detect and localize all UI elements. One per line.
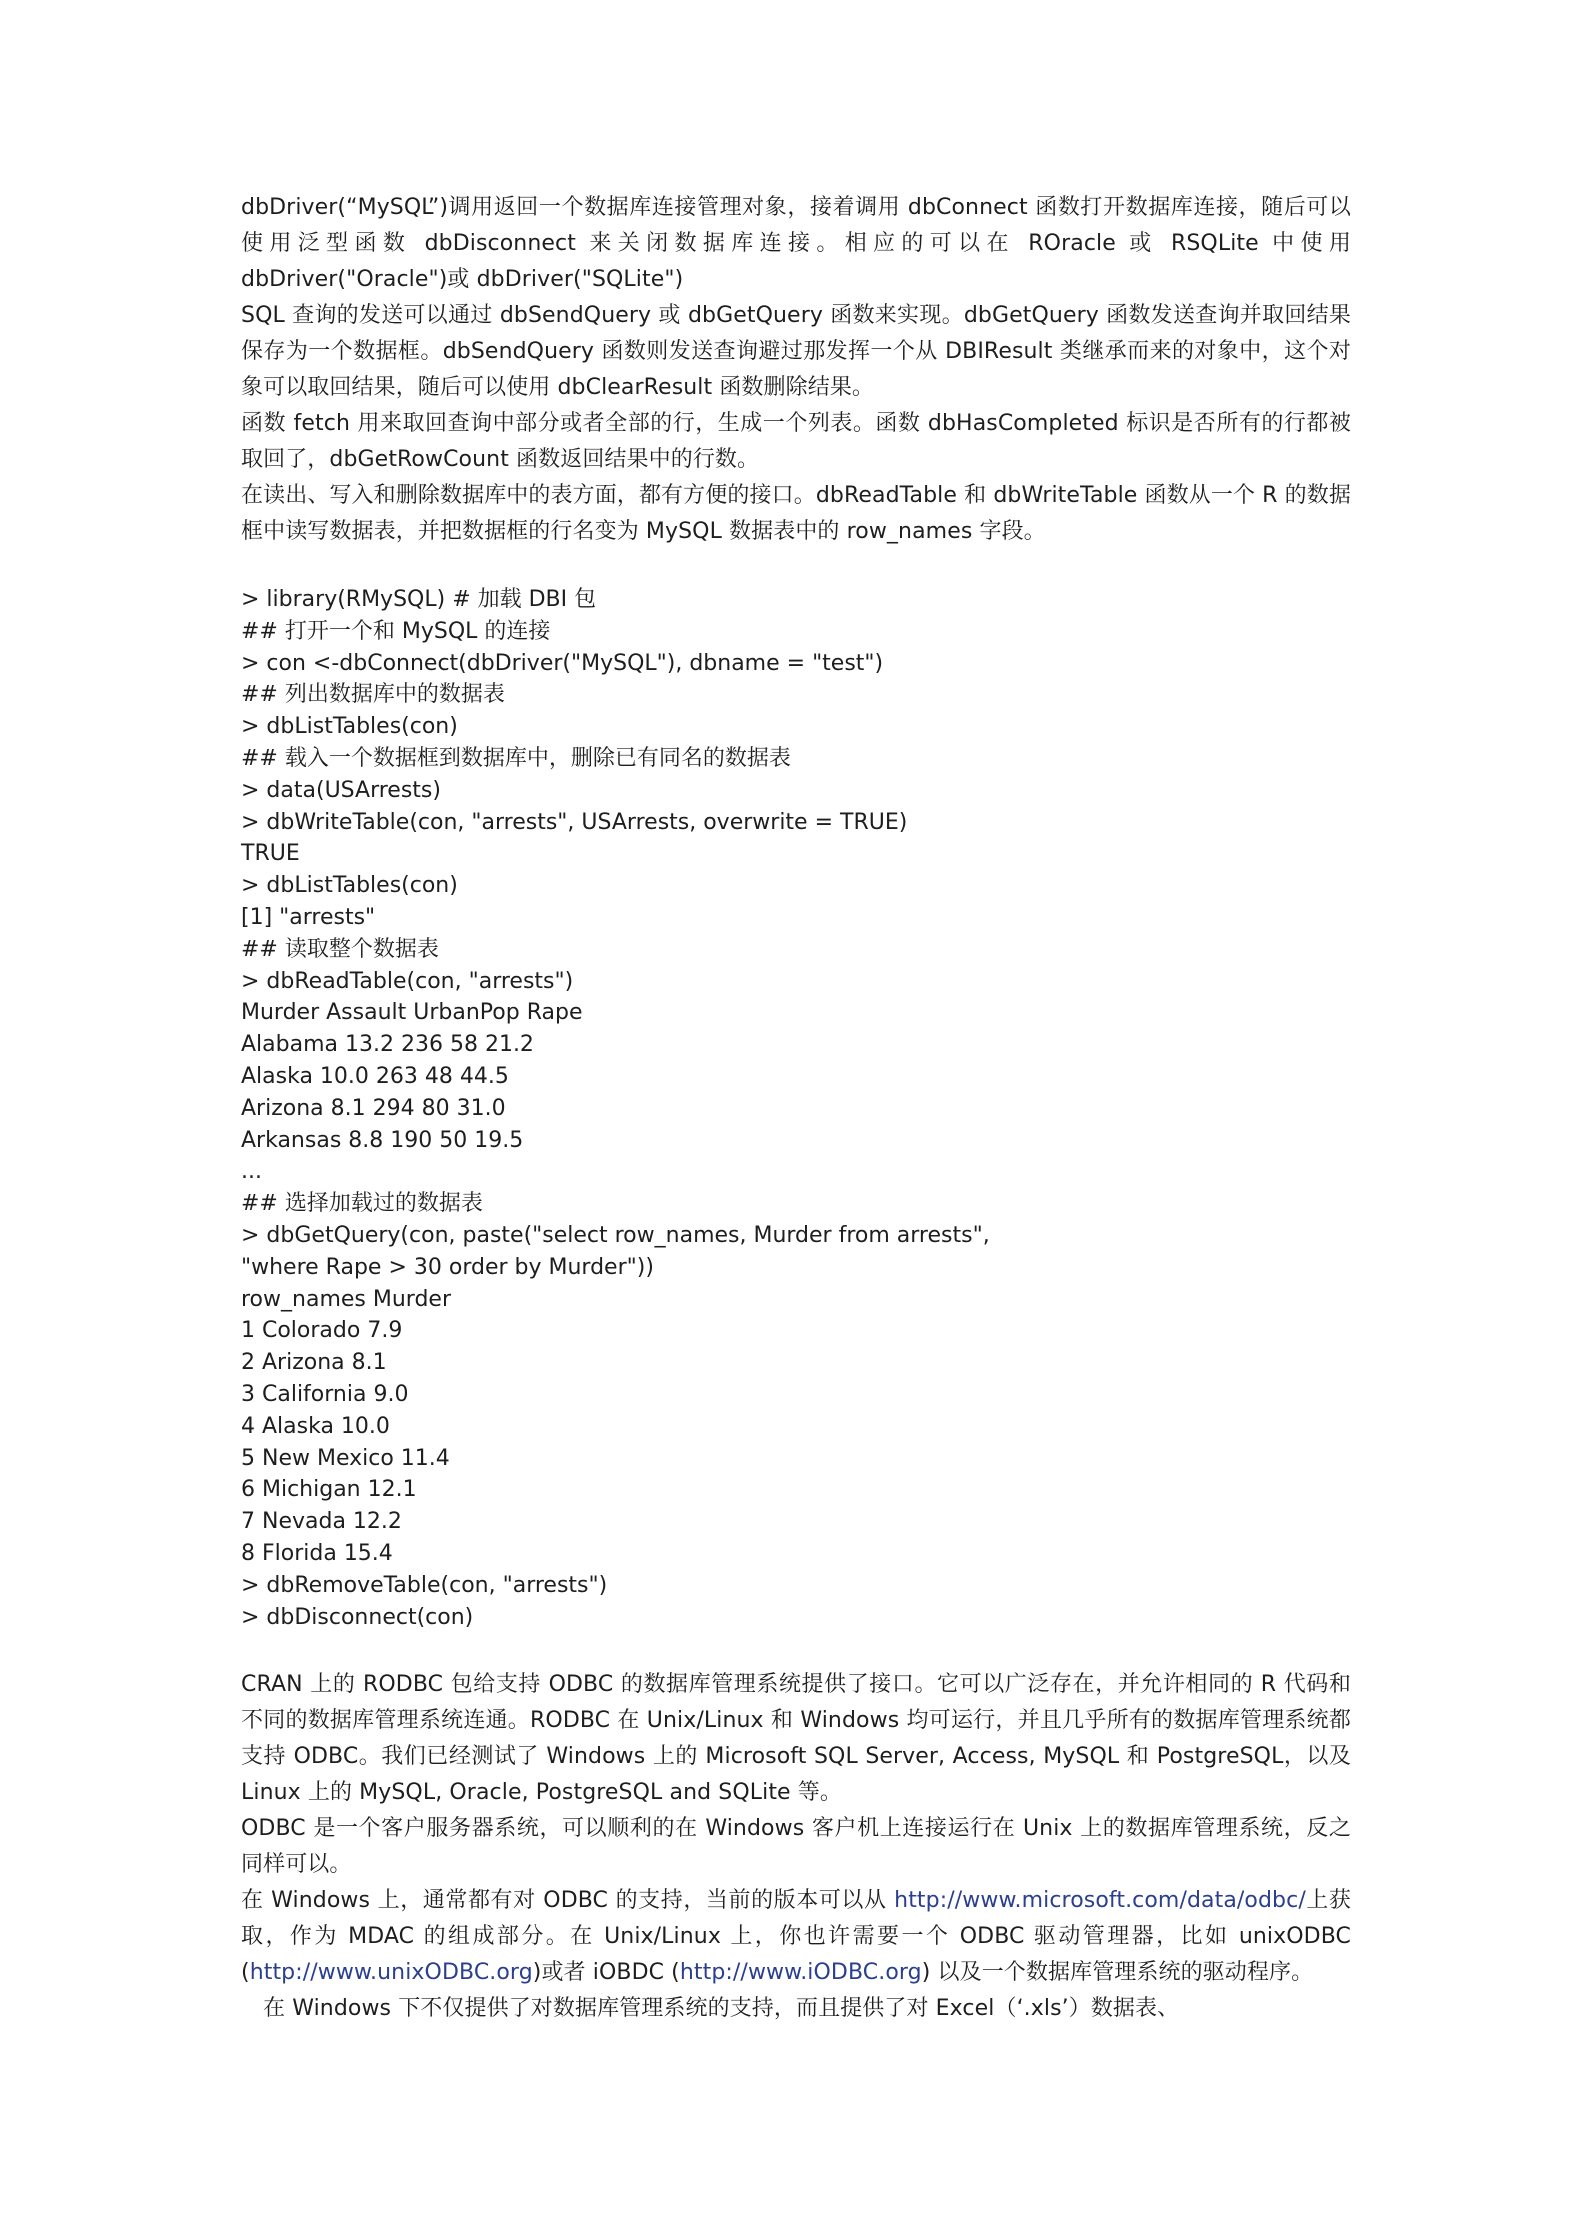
odbc-text-segment: 在 Windows 上，通常都有对 ODBC 的支持，当前的版本可以从 [241, 1888, 895, 1914]
code-line: ## 列出数据库中的数据表 [241, 682, 505, 708]
code-line: 8 Florida 15.4 [241, 1540, 393, 1566]
code-line: ## 打开一个和 MySQL 的连接 [241, 618, 551, 644]
odbc-paragraph-1: CRAN 上的 RODBC 包给支持 ODBC 的数据库管理系统提供了接口。它可以广泛存在，并允许相同的 R 代码和不同的数据库管理系统连通。RODBC 在 Unix/Linux 和 Windows 均可运行，并且几乎所有的数据库管理系统都支持 ODBC。我们已经测试了 Windows 上的 Microsoft SQL Server, Access, MySQL 和 PostgreSQL，以及 Linux 上的 MySQL, Oracle, PostgreSQL and SQLite 等。 [241, 1672, 1351, 1806]
code-line: 7 Nevada 12.2 [241, 1509, 402, 1535]
page-content [241, 190, 1351, 2027]
code-line: [1] "arrests" [241, 904, 376, 930]
code-line: > dbDisconnect(con) [241, 1604, 474, 1630]
intro-paragraph-1: dbDriver(“MySQL”)调用返回一个数据库连接管理对象，接着调用 dbConnect 函数打开数据库连接，随后可以使用泛型函数 dbDisconnect 来关闭数据库连接。相应的可以在 ROracle 或 RSQLite 中使用 dbDriver("Oracle")或 dbDriver("SQLite") [241, 195, 1351, 292]
code-line: > dbWriteTable(con, "arrests", USArrests, overwrite = TRUE) [241, 809, 908, 835]
code-line: Arizona 8.1 294 80 31.0 [241, 1095, 506, 1121]
code-line: ## 选择加载过的数据表 [241, 1191, 483, 1217]
intro-paragraph-2: SQL 查询的发送可以通过 dbSendQuery 或 dbGetQuery 函数来实现。dbGetQuery 函数发送查询并取回结果保存为一个数据框。dbSendQuery 函数则发送查询避过那发挥一个从 DBIResult 类继承而来的对象中，这个对象可以取回结果，随后可以使用 dbClearResult 函数删除结果。 [241, 303, 1351, 400]
odbc-text-segment: 上获取，作为 MDAC 的组成部分。在 Unix/Linux 上，你也许需要一个 ODBC 驱动管理器，比如 unixODBC ( [241, 1888, 1351, 1986]
code-line: Arkansas 8.8 190 50 19.5 [241, 1127, 524, 1153]
code-line: > dbListTables(con) [241, 714, 458, 740]
code-line: 3 California 9.0 [241, 1381, 409, 1407]
code-line: ## 载入一个数据框到数据库中，删除已有同名的数据表 [241, 745, 791, 771]
code-line: Alabama 13.2 236 58 21.2 [241, 1032, 534, 1058]
odbc-paragraph-4: 在 Windows 下不仅提供了对数据库管理系统的支持，而且提供了对 Excel（‘.xls’）数据表、 [263, 1996, 1180, 2022]
odbc-paragraph-3 [241, 1883, 1351, 1991]
code-line: 4 Alaska 10.0 [241, 1413, 390, 1439]
odbc-text-segment: ) 以及一个数据库管理系统的驱动程序。 [921, 1960, 1314, 1986]
code-line: row_names Murder [241, 1286, 451, 1312]
code-line: Alaska 10.0 263 48 44.5 [241, 1063, 509, 1089]
odbc-paragraph-2: ODBC 是一个客户服务器系统，可以顺利的在 Windows 客户机上连接运行在 Unix 上的数据库管理系统，反之同样可以。 [241, 1816, 1351, 1878]
code-line: ... [241, 1159, 262, 1185]
unixodbc-link[interactable]: http://www.unixODBC.org [249, 1960, 533, 1986]
code-line: > dbListTables(con) [241, 873, 458, 899]
r-code-listing [241, 584, 1351, 1633]
microsoft-odbc-link[interactable]: http://www.microsoft.com/data/odbc/ [894, 1888, 1306, 1914]
code-line: 1 Colorado 7.9 [241, 1318, 403, 1344]
code-line: > con <-dbConnect(dbDriver("MySQL"), dbname = "test") [241, 650, 884, 676]
code-line: > data(USArrests) [241, 777, 441, 803]
code-line: 2 Arizona 8.1 [241, 1350, 387, 1376]
code-line: > dbReadTable(con, "arrests") [241, 968, 574, 994]
intro-paragraph-4: 在读出、写入和删除数据库中的表方面，都有方便的接口。dbReadTable 和 dbWriteTable 函数从一个 R 的数据框中读写数据表，并把数据框的行名变为 MySQL 数据表中的 row_names 字段。 [241, 483, 1351, 544]
code-line: ## 读取整个数据表 [241, 936, 439, 962]
code-line: Murder Assault UrbanPop Rape [241, 1000, 583, 1026]
code-line: TRUE [241, 841, 300, 867]
code-line: 5 New Mexico 11.4 [241, 1445, 450, 1471]
code-line: 6 Michigan 12.1 [241, 1477, 417, 1503]
code-line: > library(RMySQL) # 加载 DBI 包 [241, 587, 597, 612]
code-line: > dbRemoveTable(con, "arrests") [241, 1572, 608, 1598]
code-line: > dbGetQuery(con, paste("select row_names, Murder from arrests", [241, 1222, 990, 1248]
odbc-text-segment: )或者 iOBDC ( [532, 1960, 680, 1986]
intro-paragraph-3: 函数 fetch 用来取回查询中部分或者全部的行，生成一个列表。函数 dbHasCompleted 标识是否所有的行都被取回了，dbGetRowCount 函数返回结果中的行数。 [241, 411, 1351, 472]
code-line: "where Rape > 30 order by Murder")) [241, 1254, 654, 1280]
iodbc-link[interactable]: http://www.iODBC.org [679, 1960, 922, 1986]
